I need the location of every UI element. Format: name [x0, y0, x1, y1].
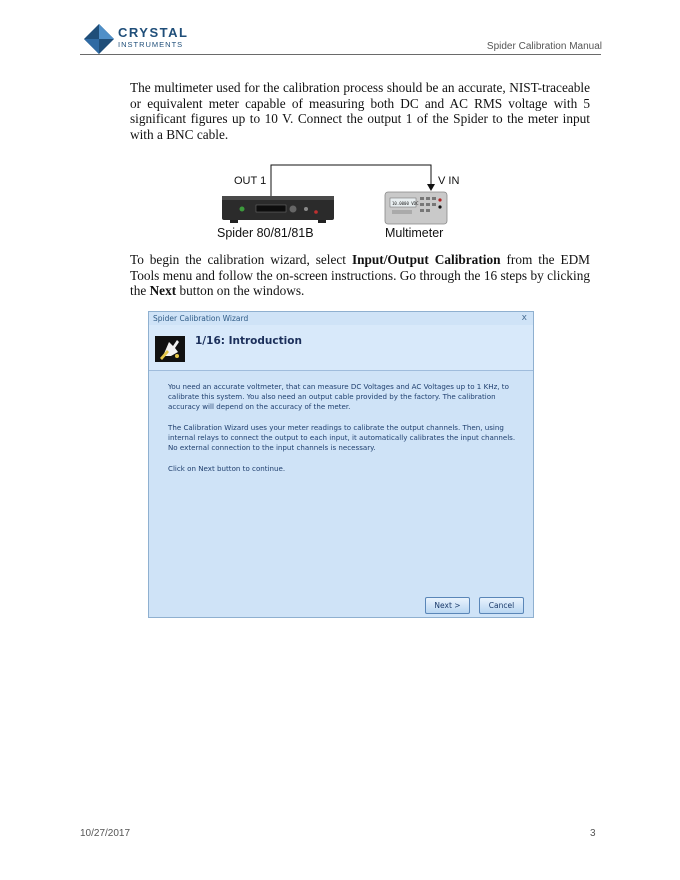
wizard-header [149, 325, 533, 370]
header-divider [80, 54, 601, 55]
arrow-down-icon [427, 184, 435, 191]
next-button-reference: Next [149, 283, 177, 298]
multimeter-label: Multimeter [385, 226, 444, 240]
header-title: Spider Calibration Manual [486, 41, 602, 52]
wizard-window-title: Spider Calibration Wizard [153, 314, 249, 323]
footer-date: 10/27/2017 [80, 828, 131, 839]
instructions-text-3: button on the windows. [176, 283, 305, 298]
cancel-button[interactable]: Cancel [479, 597, 524, 614]
spider-device-icon [222, 196, 334, 223]
wizard-text-voltmeter: You need an accurate voltmeter, that can measure DC Voltages and AC Voltages up to 1 KHz, to calibrate this system. You also need an output cable provided by the factory. The calibration accuracy will depend on the accuracy of the meter. [168, 382, 509, 412]
connection-diagram [220, 160, 460, 230]
next-button[interactable]: Next > [425, 597, 470, 614]
vin-label: V IN [438, 175, 460, 187]
wizard-step-title: 1/16: Introduction [195, 335, 302, 347]
page-number: 3 [590, 828, 596, 839]
crystal-logo-icon [84, 24, 114, 54]
wizard-header-divider [149, 370, 533, 371]
menu-item-reference: Input/Output Calibration [351, 252, 501, 267]
meter-display-text: 10.0000 VDC [392, 201, 419, 206]
instructions-text-1: To begin the calibration wizard, select [130, 252, 352, 267]
instructions-paragraph [130, 252, 590, 299]
close-icon[interactable]: x [521, 313, 527, 323]
logo-subtitle: INSTRUMENTS [118, 40, 184, 49]
instructions-text-2: from the EDM Tools menu and follow the on-screen instructions. Go through the 16 steps by clicking the [130, 252, 590, 298]
wizard-icon [155, 336, 185, 362]
wizard-text-procedure: The Calibration Wizard uses your meter readings to calibrate the output channels. Then, using internal relays to connect the output to each input, it automatically calibrates the input channels. No external connection to the input channels is necessary. [168, 423, 516, 453]
spider-device-label: Spider 80/81/81B [217, 226, 314, 240]
out1-label: OUT 1 [234, 175, 267, 187]
intro-paragraph: The multimeter used for the calibration process should be an accurate, NIST-traceable or equivalent meter capable of measuring both DC and AC RMS voltage with 5 significant figures up to 10 V. Connect the output 1 of the Spider to the meter input with a BNC cable. [130, 80, 590, 142]
logo-wordmark: CRYSTAL [118, 25, 189, 40]
multimeter-icon [385, 192, 447, 224]
wizard-text-continue: Click on Next button to continue. [168, 464, 286, 473]
calibration-wizard-window [148, 311, 534, 618]
